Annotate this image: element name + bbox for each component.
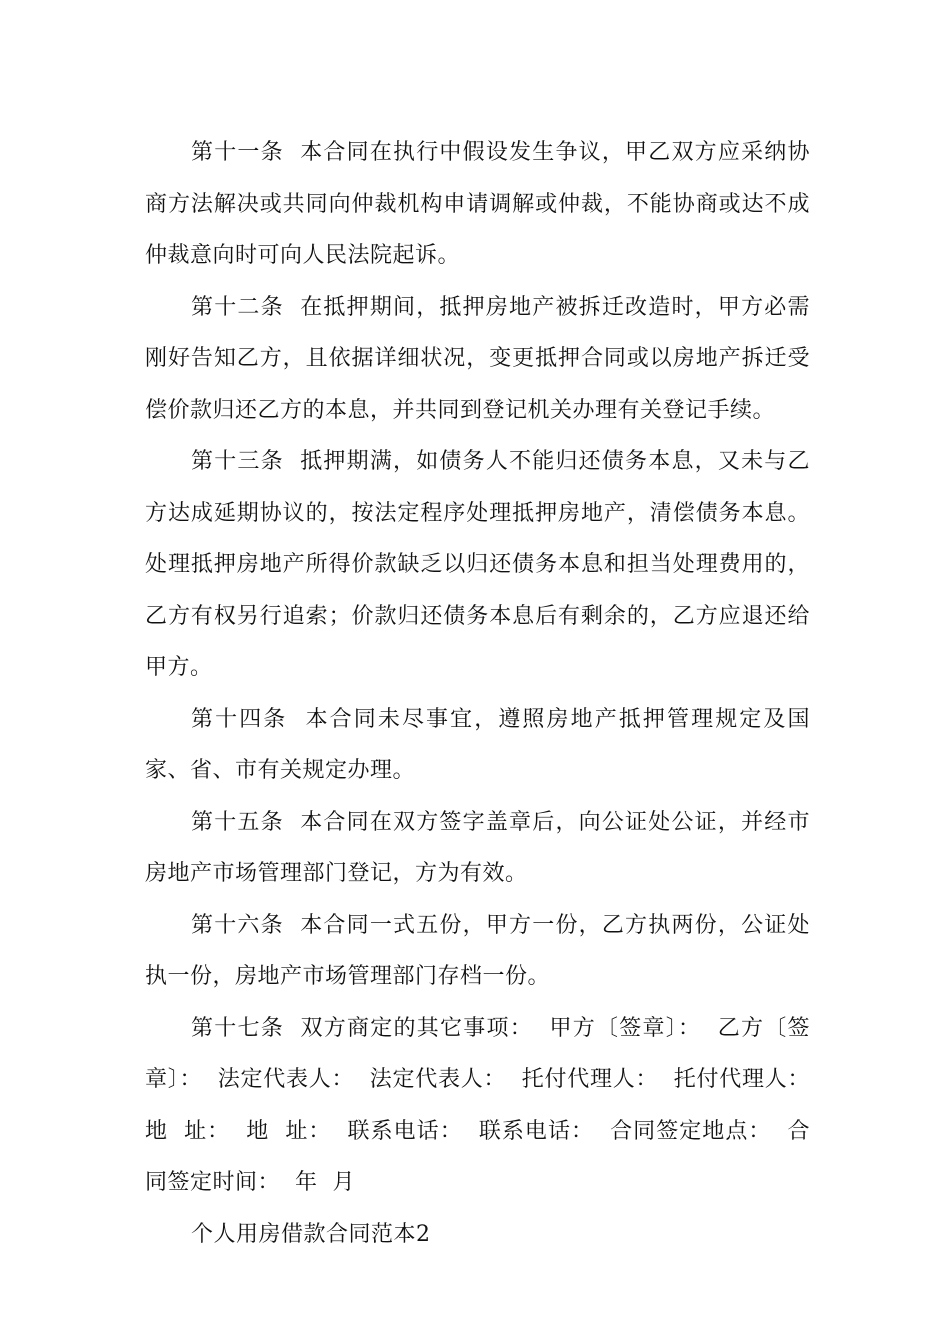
clause-12-paragraph: 第十二条 在抵押期间，抵押房地产被拆迁改造时，甲方必需刚好告知乙方，且依据详细状况，变更抵押合同或以房地产拆迁受偿价款归还乙方的本息，并共同到登记机关办理有关登记手续。 xyxy=(145,294,810,423)
next-section-heading: 个人用房借款合同范本2 xyxy=(191,1221,431,1247)
clause-16-paragraph: 第十六条 本合同一式五份，甲方一份，乙方执两份，公证处执一份，房地产市场管理部门存档一份。 xyxy=(145,912,810,989)
clause-11-paragraph: 第十一条 本合同在执行中假设发生争议，甲乙双方应采纳协商方法解决或共同向仲裁机构申请调解或仲裁，不能协商或达不成仲裁意向时可向人民法院起诉。 xyxy=(145,140,810,268)
clause-17-paragraph: 第十七条 双方商定的其它事项： 甲方〔签章〕： 乙方〔签章〕： 法定代表人： 法定代表人： 托付代理人： 托付代理人： 地 址： 地 址： 联系电话： 联系电话： 合同签定地点： 合同签定时间： 年 月 xyxy=(145,1015,825,1195)
clause-14-paragraph: 第十四条 本合同未尽事宜，遵照房地产抵押管理规定及国家、省、市有关规定办理。 xyxy=(145,706,810,783)
document-body xyxy=(145,127,825,1260)
clause-15-paragraph: 第十五条 本合同在双方签字盖章后，向公证处公证，并经市房地产市场管理部门登记，方为有效。 xyxy=(145,809,810,886)
clause-13-paragraph: 第十三条 抵押期满，如债务人不能归还债务本息，又未与乙方达成延期协议的，按法定程序处理抵押房地产，清偿债务本息。处理抵押房地产所得价款缺乏以归还债务本息和担当处理费用的，乙方有权另行追索；价款归还债务本息后有剩余的，乙方应退还给甲方。 xyxy=(145,449,810,680)
